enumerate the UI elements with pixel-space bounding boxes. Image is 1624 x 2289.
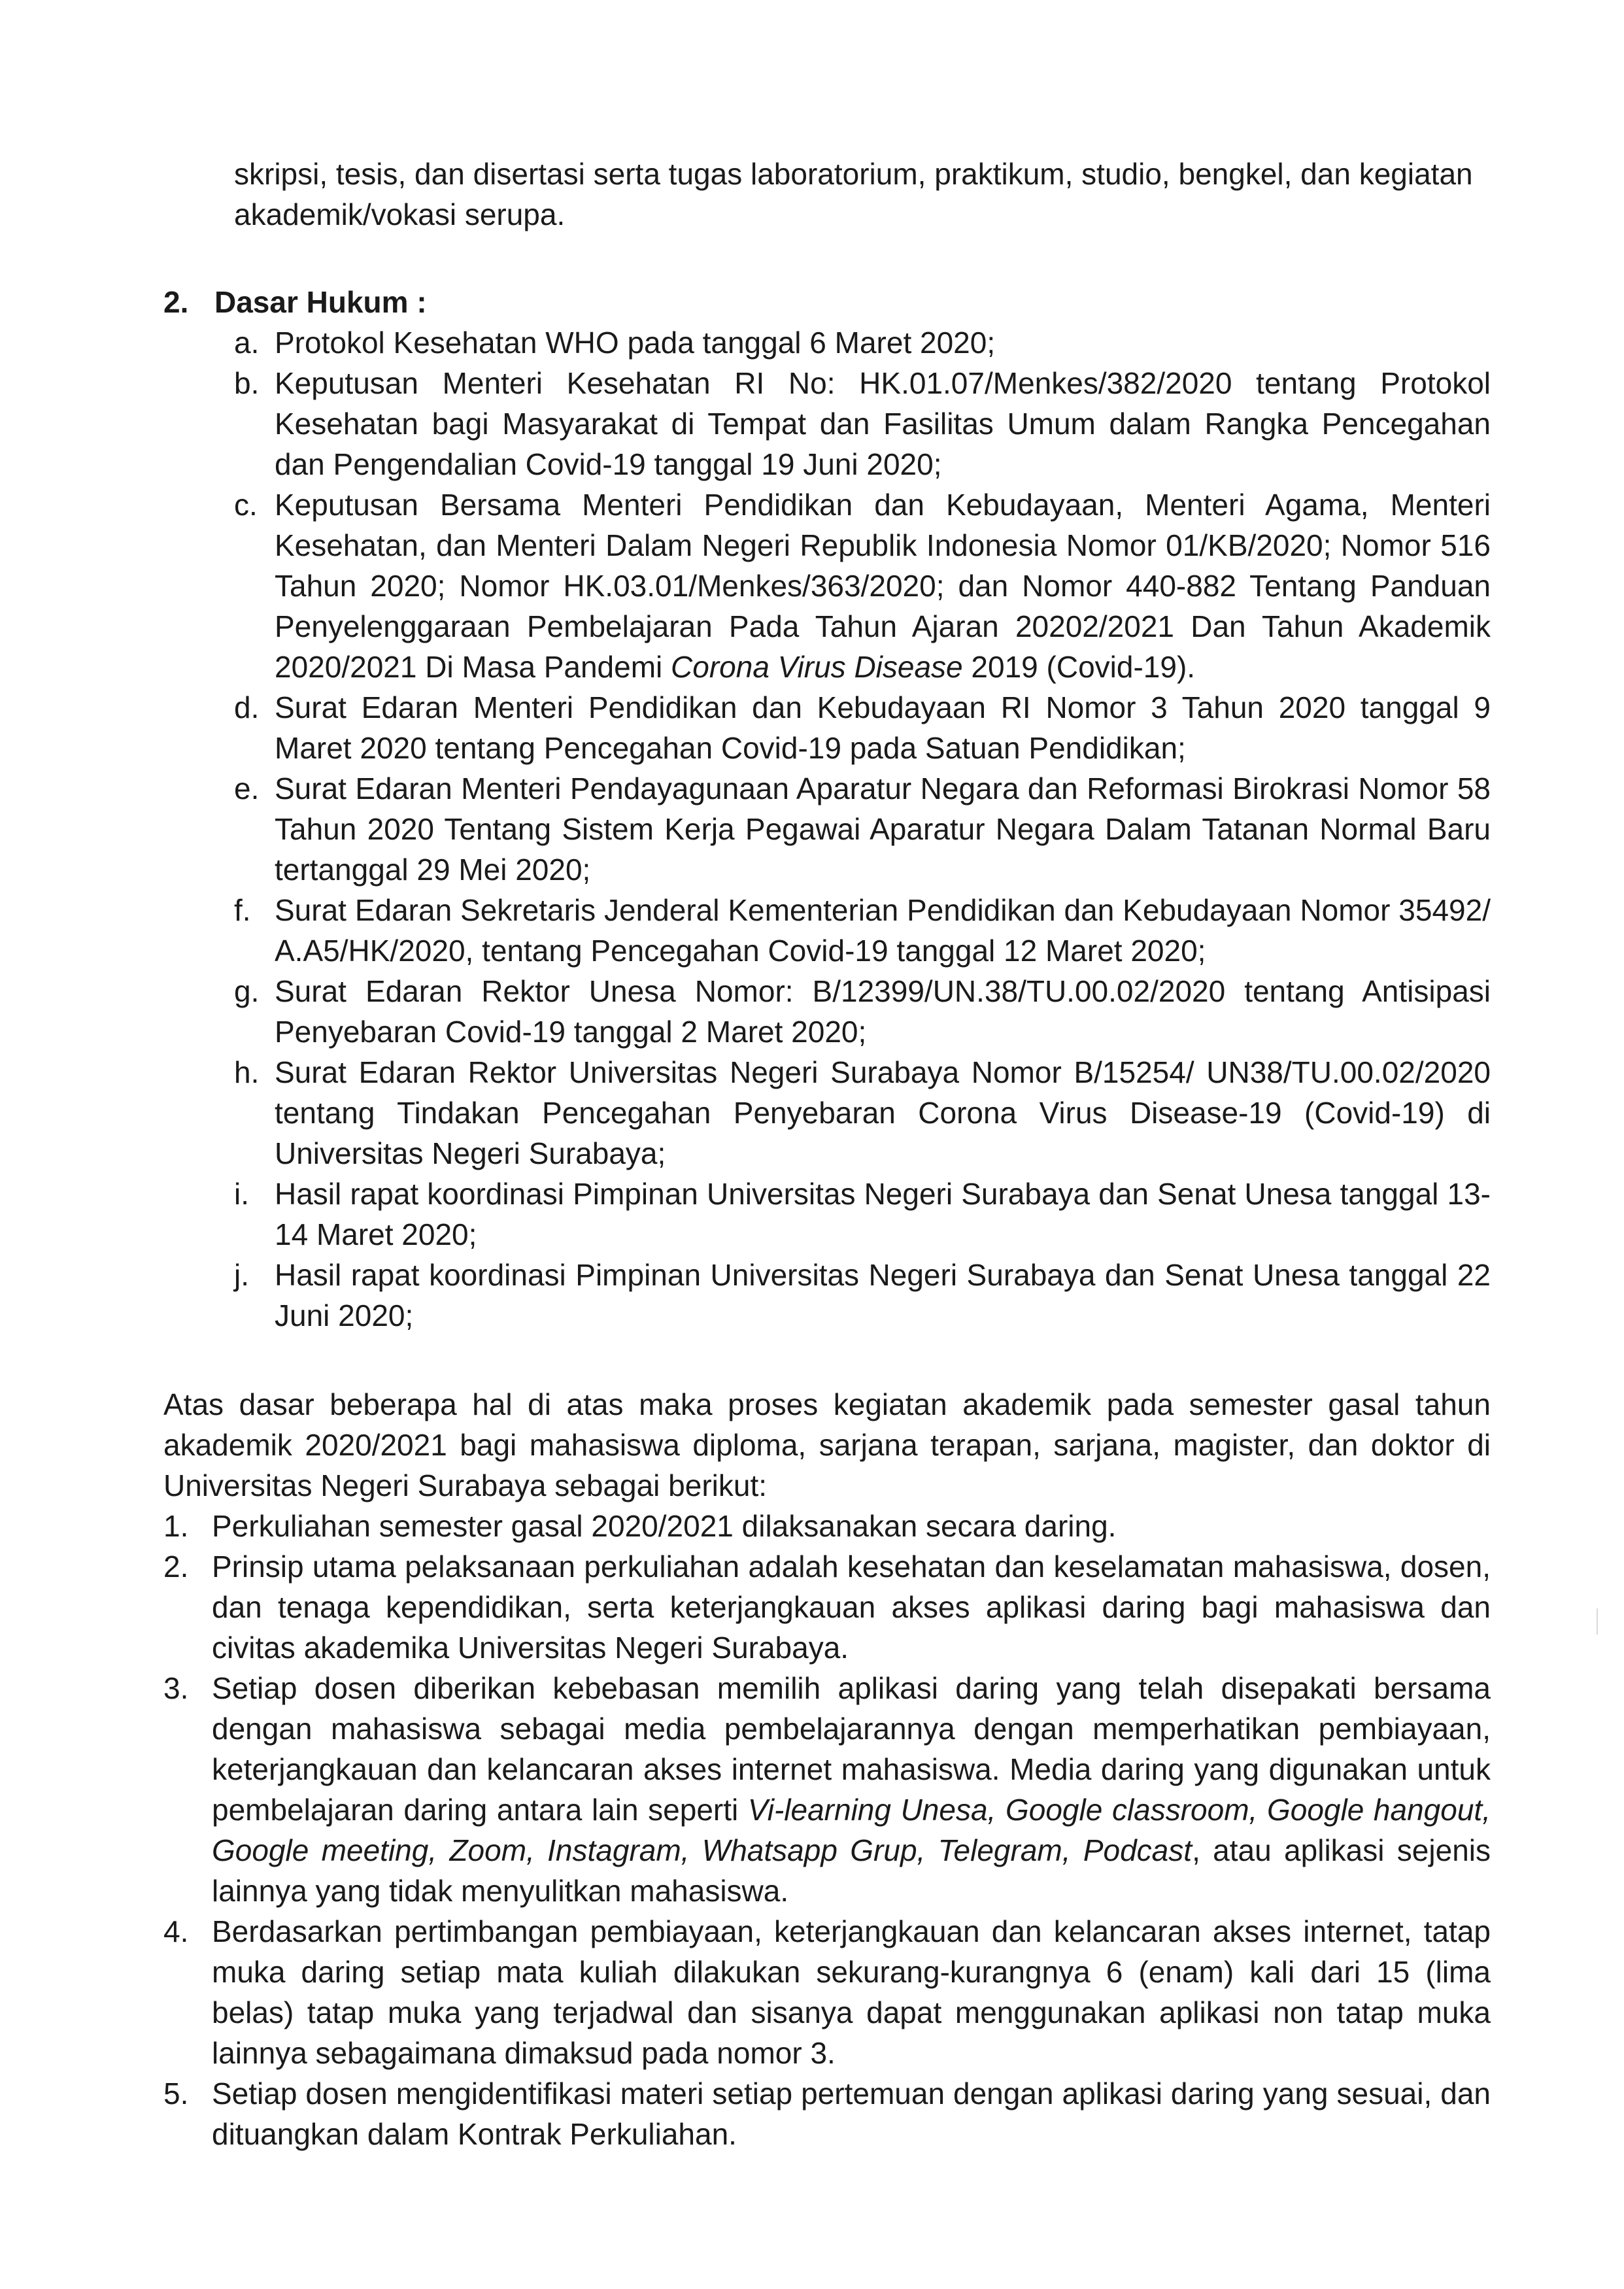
- item-marker: b.: [234, 366, 260, 400]
- item-marker: j.: [234, 1258, 249, 1292]
- section-number: 2.: [163, 285, 189, 319]
- point-marker: 5.: [163, 2077, 189, 2111]
- point-text: [212, 1668, 1491, 1911]
- points-list: [163, 1506, 1491, 2154]
- legal-basis-item: [234, 484, 1491, 687]
- legal-basis-item: [234, 1174, 1491, 1255]
- point-text: Setiap dosen mengidentifikasi materi setiap pertemuan dengan aplikasi daring yang sesuai, dan dituangkan dalam Kontrak Perkuliahan.: [212, 2077, 1491, 2151]
- item-marker: e.: [234, 771, 260, 805]
- point-text-part: Setiap dosen diberikan kebebasan memilih aplikasi daring yang telah disepakati bersama dengan mahasiswa sebagai media pembelajarannya dengan memperhatikan pembiayaan, keterjangkauan dan kelancaran akses internet mahasiswa. Media daring yang digunakan untuk pembelajaran daring antara lain seperti: [212, 1671, 1491, 1827]
- item-marker: f.: [234, 893, 251, 927]
- point-marker: 4.: [163, 1914, 189, 1948]
- legal-basis-list: [163, 322, 1491, 1336]
- point-marker: 1.: [163, 1509, 189, 1543]
- item-text-part: Keputusan Bersama Menteri Pendidikan dan Kebudayaan, Menteri Agama, Menteri Kesehatan, dan Menteri Dalam Negeri Republik Indonesia Nomor 01/KB/2020; Nomor 516 Tahun 2020; Nomor HK.03.01/Menkes/363/2020; dan Nomor 440-882 Tentang Panduan Penyelenggaraan Pembelajaran Pada Tahun Ajaran 20202/2021 Dan Tahun Akademik 2020/2021 Di Masa Pandemi: [275, 488, 1491, 684]
- legal-basis-item: [234, 687, 1491, 768]
- item-marker: a.: [234, 326, 260, 360]
- item-text: Keputusan Menteri Kesehatan RI No: HK.01.07/Menkes/382/2020 tentang Protokol Kesehatan bagi Masyarakat di Tempat dan Fasilitas Umum dalam Rangka Pencegahan dan Pengendalian Covid-19 tanggal 19 Juni 2020;: [275, 366, 1491, 481]
- item-text: [275, 484, 1491, 687]
- point-marker: 3.: [163, 1671, 189, 1705]
- item-marker: i.: [234, 1177, 249, 1211]
- point-marker: 2.: [163, 1550, 189, 1584]
- legal-basis-item: [234, 1255, 1491, 1336]
- point-item: [163, 1668, 1491, 1911]
- point-text: Prinsip utama pelaksanaan perkuliahan adalah kesehatan dan keselamatan mahasiswa, dosen, dan tenaga kependidikan, serta keterjangkauan akses aplikasi daring bagi mahasiswa dan civitas akademika Universitas Negeri Surabaya.: [212, 1550, 1491, 1665]
- section-title: Dasar Hukum :: [214, 285, 427, 319]
- item-text: Surat Edaran Rektor Universitas Negeri Surabaya Nomor B/15254/ UN38/TU.00.02/2020 tentang Tindakan Pencegahan Penyebaran Corona Virus Disease-19 (Covid-19) di Universitas Negeri Surabaya;: [275, 1055, 1491, 1170]
- item-text-italic: Corona Virus Disease: [671, 650, 963, 684]
- item-text: Hasil rapat koordinasi Pimpinan Universitas Negeri Surabaya dan Senat Unesa tanggal 13-14 Maret 2020;: [275, 1177, 1491, 1251]
- legal-basis-item: [234, 322, 1491, 363]
- legal-basis-item: [234, 363, 1491, 484]
- point-text-italic: Vi-learning Unesa, Google classroom, Google hangout, Google meeting, Zoom, Instagram, Whatsapp Grup, Telegram, Podcast: [212, 1793, 1491, 1867]
- item-text: Surat Edaran Menteri Pendayagunaan Aparatur Negara dan Reformasi Birokrasi Nomor 58 Tahun 2020 Tentang Sistem Kerja Pegawai Aparatur Negara Dalam Tatanan Normal Baru tertanggal 29 Mei 2020;: [275, 771, 1491, 887]
- scan-mark: [1597, 1608, 1598, 1635]
- document-body: [163, 154, 1491, 2154]
- legal-basis-item: [234, 1052, 1491, 1174]
- item-text: Hasil rapat koordinasi Pimpinan Universitas Negeri Surabaya dan Senat Unesa tanggal 22 Juni 2020;: [275, 1258, 1491, 1332]
- item-text: Surat Edaran Menteri Pendidikan dan Kebudayaan RI Nomor 3 Tahun 2020 tanggal 9 Maret 2020 tentang Pencegahan Covid-19 pada Satuan Pendidikan;: [275, 690, 1491, 765]
- section-heading: [163, 282, 1491, 322]
- item-marker: h.: [234, 1055, 260, 1089]
- point-text: Berdasarkan pertimbangan pembiayaan, keterjangkauan dan kelancaran akses internet, tatap muka daring setiap mata kuliah dilakukan sekurang-kurangnya 6 (enam) kali dari 15 (lima belas) tatap muka yang terjadwal dan sisanya dapat menggunakan aplikasi non tatap muka lainnya sebagaimana dimaksud pada nomor 3.: [212, 1914, 1491, 2070]
- point-item: [163, 1546, 1491, 1668]
- legal-basis-item: [234, 890, 1491, 971]
- item-text: Protokol Kesehatan WHO pada tanggal 6 Maret 2020;: [275, 326, 996, 360]
- closing-paragraph: Atas dasar beberapa hal di atas maka proses kegiatan akademik pada semester gasal tahun akademik 2020/2021 bagi mahasiswa diploma, sarjana terapan, sarjana, magister, dan doktor di Universitas Negeri Surabaya sebagai berikut:: [163, 1387, 1491, 1502]
- item-marker: d.: [234, 690, 260, 724]
- legal-basis-item: [234, 768, 1491, 890]
- point-item: [163, 1506, 1491, 1546]
- legal-basis-item: [234, 971, 1491, 1052]
- point-text-part: , atau aplikasi sejenis lainnya yang tidak menyulitkan mahasiswa.: [212, 1833, 1491, 1908]
- point-item: [163, 1911, 1491, 2073]
- item-marker: g.: [234, 974, 260, 1008]
- item-text: Surat Edaran Sekretaris Jenderal Kementerian Pendidikan dan Kebudayaan Nomor 35492/ A.A5/HK/2020, tentang Pencegahan Covid-19 tanggal 12 Maret 2020;: [275, 893, 1491, 968]
- point-item: [163, 2073, 1491, 2154]
- item-text-part: 2019 (Covid-19).: [962, 650, 1196, 684]
- point-text: Perkuliahan semester gasal 2020/2021 dilaksanakan secara daring.: [212, 1509, 1117, 1543]
- item-text: Surat Edaran Rektor Unesa Nomor: B/12399/UN.38/TU.00.02/2020 tentang Antisipasi Penyebaran Covid-19 tanggal 2 Maret 2020;: [275, 974, 1491, 1049]
- item-marker: c.: [234, 488, 258, 522]
- intro-continuation: skripsi, tesis, dan disertasi serta tugas laboratorium, praktikum, studio, bengkel, dan kegiatan akademik/vokasi serupa.: [234, 157, 1473, 231]
